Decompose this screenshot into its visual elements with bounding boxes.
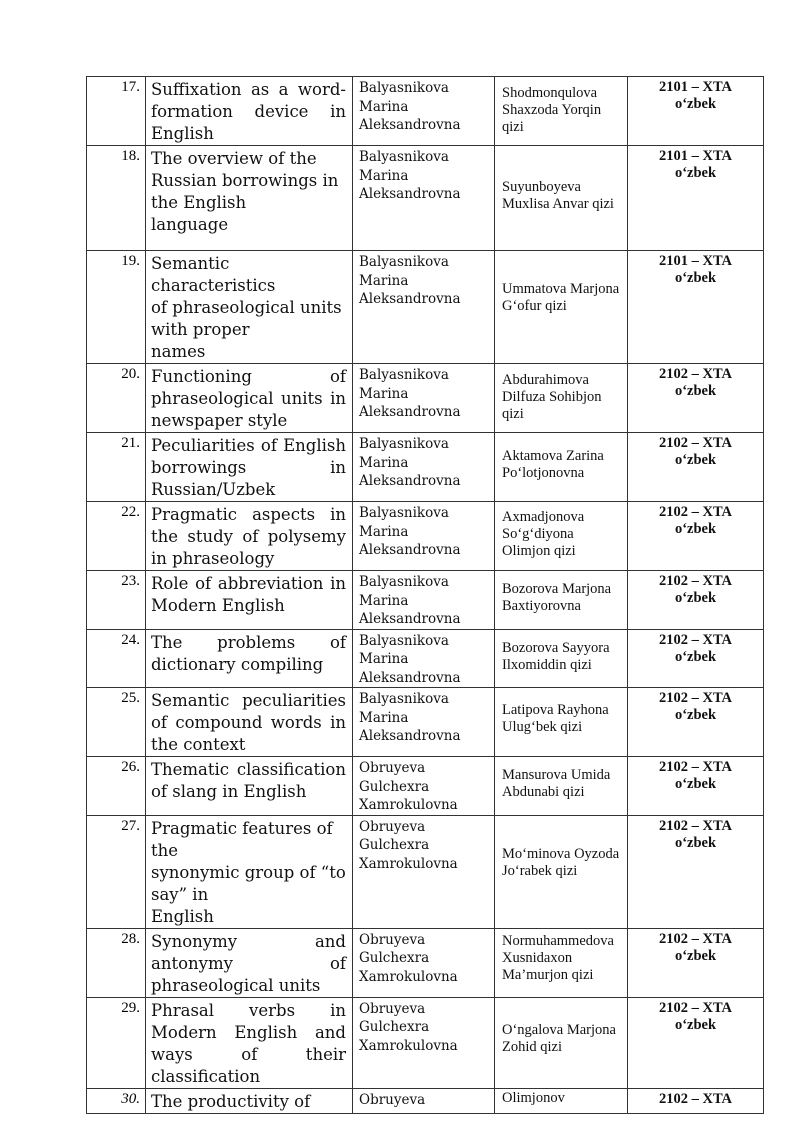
supervisor-name-line: Gulchexra: [359, 778, 430, 795]
row-number: 22.: [87, 502, 146, 571]
group-code-line: o‘zbek: [674, 165, 717, 181]
table-row: [87, 629, 764, 688]
student-name: [495, 1088, 628, 1113]
thesis-topic: [146, 146, 353, 251]
supervisor-name-line: Xamrokulovna: [359, 855, 458, 872]
student-name-text: Suyunboyeva Muxlisa Anvar qizi: [502, 179, 614, 212]
supervisor-name: [353, 433, 495, 502]
table-row: [87, 571, 764, 630]
thesis-topic-line: English: [151, 906, 214, 926]
supervisor-name-line: Aleksandrovna: [359, 291, 461, 307]
row-number: 17.: [87, 77, 146, 146]
row-number: 27.: [87, 815, 146, 928]
supervisor-name-line: Aleksandrovna: [359, 186, 461, 202]
student-name: [495, 997, 628, 1088]
supervisor-name: [353, 571, 495, 630]
supervisor-name: [353, 629, 495, 688]
thesis-topic: Thematic classification of slang in English: [146, 757, 353, 816]
supervisor-name-line: Marina: [359, 272, 409, 289]
group-code: [628, 815, 764, 928]
group-code-line: o‘zbek: [674, 1016, 717, 1033]
row-number: 24.: [87, 629, 146, 688]
table-row: [87, 815, 764, 928]
group-code-line: o‘zbek: [674, 707, 717, 723]
supervisor-name: [353, 364, 495, 433]
supervisor-name: [353, 757, 495, 816]
group-code-line: o‘zbek: [674, 947, 717, 964]
group-code-line: o‘zbek: [674, 648, 717, 665]
group-code-line: o‘zbek: [674, 270, 717, 286]
supervisor-name: [353, 77, 495, 146]
thesis-topic: [146, 251, 353, 364]
thesis-topic: The problems of dictionary compiling: [146, 629, 353, 688]
row-number: 19.: [87, 251, 146, 364]
student-name: [495, 757, 628, 816]
table-row: [87, 688, 764, 757]
supervisor-name-line: Obruyeva: [359, 818, 426, 835]
supervisor-name-line: Marina: [359, 651, 409, 667]
group-code-line: 2102 – XTA: [658, 504, 733, 520]
group-code: [628, 688, 764, 757]
group-code-line: o‘zbek: [674, 776, 717, 792]
supervisor-name: [353, 688, 495, 757]
supervisor-name-line: Marina: [359, 592, 409, 609]
student-name: [495, 146, 628, 251]
group-code-line: o‘zbek: [674, 834, 717, 851]
group-code-line: 2102 – XTA: [658, 435, 733, 451]
group-code: [628, 757, 764, 816]
student-name-text: Mo‘minova Oyzoda Jo‘rabek qizi: [502, 845, 620, 879]
student-name: [495, 571, 628, 630]
row-number: 26.: [87, 757, 146, 816]
group-code: [628, 571, 764, 630]
supervisor-name-line: Gulchexra: [359, 837, 430, 853]
group-code-line: 2102 – XTA: [658, 573, 733, 589]
supervisor-name-line: Aleksandrovna: [359, 117, 461, 133]
supervisor-name-line: Balyasnikova: [359, 505, 449, 521]
group-code-line: 2102 – XTA: [658, 1090, 733, 1107]
group-code: [628, 251, 764, 364]
thesis-topic-line: The overview of the: [151, 149, 317, 168]
table-row: [87, 757, 764, 816]
supervisor-name-line: Gulchexra: [359, 950, 430, 966]
student-name-text: Olimjonov: [502, 1089, 565, 1106]
group-code: [628, 364, 764, 433]
thesis-topic: Pragmatic aspects in the study of polysemy in phraseology: [146, 502, 353, 571]
group-code: [628, 146, 764, 251]
supervisor-name-line: Aleksandrovna: [359, 669, 461, 686]
row-number: 30.: [87, 1088, 146, 1113]
group-code-line: 2102 – XTA: [658, 759, 733, 775]
thesis-topics-table: [86, 76, 764, 1114]
group-code-line: 2102 – XTA: [658, 930, 733, 947]
thesis-topic: [146, 815, 353, 928]
group-code-line: 2102 – XTA: [658, 366, 733, 382]
thesis-topic-line: Russian borrowings in: [151, 171, 339, 190]
group-code-line: 2102 – XTA: [658, 999, 733, 1016]
supervisor-name-line: Marina: [359, 98, 409, 115]
student-name-text: Bozorova Sayyora Ilxomiddin qizi: [502, 639, 610, 673]
student-name: [495, 928, 628, 997]
student-name-text: Axmadjonova So‘g‘diyona Olimjon qizi: [502, 509, 585, 559]
supervisor-name-line: Aleksandrovna: [359, 404, 461, 420]
table-row: [87, 997, 764, 1088]
row-number: 29.: [87, 997, 146, 1088]
supervisor-name-line: Balyasnikova: [359, 149, 449, 165]
student-name: [495, 251, 628, 364]
group-code-line: 2101 – XTA: [658, 79, 733, 95]
group-code-line: 2102 – XTA: [658, 817, 733, 834]
supervisor-name: [353, 997, 495, 1088]
supervisor-name-line: Marina: [359, 385, 409, 402]
supervisor-name: [353, 502, 495, 571]
thesis-topic: The productivity of: [146, 1088, 353, 1113]
table-body: [87, 77, 764, 1114]
supervisor-name-line: Balyasnikova: [359, 80, 449, 96]
thesis-topic-line: language: [151, 215, 229, 234]
table-row: [87, 77, 764, 146]
supervisor-name-line: Gulchexra: [359, 1019, 430, 1035]
thesis-topic-line: with proper: [151, 320, 250, 339]
supervisor-name-line: Xamrokulovna: [359, 1037, 458, 1054]
supervisor-name-line: Balyasnikova: [359, 691, 449, 707]
group-code: [628, 77, 764, 146]
table-row: [87, 502, 764, 571]
thesis-topic: Peculiarities of English borrowings in Russian/Uzbek: [146, 433, 353, 502]
row-number: 21.: [87, 433, 146, 502]
row-number: 18.: [87, 146, 146, 251]
group-code-line: 2102 – XTA: [658, 631, 733, 648]
thesis-topic: Phrasal verbs in Modern English and ways of their classification: [146, 997, 353, 1088]
supervisor-name-line: Balyasnikova: [359, 254, 449, 270]
supervisor-name-line: Aleksandrovna: [359, 542, 461, 558]
student-name: [495, 364, 628, 433]
table-row: [87, 928, 764, 997]
table-row: [87, 251, 764, 364]
supervisor-name-line: Obruyeva: [359, 760, 426, 776]
group-code-line: o‘zbek: [674, 521, 717, 537]
row-number: 25.: [87, 688, 146, 757]
group-code: [628, 1088, 764, 1113]
thesis-topic-line: synonymic group of “to: [151, 862, 346, 882]
thesis-topic-line: names: [151, 342, 206, 361]
group-code-line: o‘zbek: [674, 96, 717, 112]
group-code: [628, 928, 764, 997]
row-number: 28.: [87, 928, 146, 997]
supervisor-name-line: Aleksandrovna: [359, 728, 461, 744]
student-name: [495, 815, 628, 928]
supervisor-name-line: Obruyeva: [359, 931, 426, 948]
student-name: [495, 77, 628, 146]
supervisor-name-line: Balyasnikova: [359, 574, 449, 590]
supervisor-name-line: Obruyeva: [359, 1000, 426, 1017]
supervisor-name-line: Balyasnikova: [359, 436, 449, 452]
group-code: [628, 997, 764, 1088]
student-name: [495, 433, 628, 502]
supervisor-name-line: Marina: [359, 709, 409, 726]
student-name-text: Aktamova Zarina Po‘lotjonovna: [502, 448, 604, 481]
student-name-text: Shodmonqulova Shaxzoda Yorqin qizi: [502, 85, 602, 135]
table-row: [87, 364, 764, 433]
student-name: [495, 502, 628, 571]
supervisor-name: [353, 815, 495, 928]
supervisor-name-line: Balyasnikova: [359, 632, 449, 649]
supervisor-name-line: Marina: [359, 523, 409, 540]
thesis-topic: Synonymy and antonymy of phraseological units: [146, 928, 353, 997]
table-row: [87, 146, 764, 251]
supervisor-name-line: Marina: [359, 454, 409, 471]
thesis-topic-line: Pragmatic features of the: [151, 818, 333, 860]
supervisor-name-line: Balyasnikova: [359, 367, 449, 383]
thesis-topic: Suffixation as a word-formation device in English: [146, 77, 353, 146]
group-code-line: 2102 – XTA: [658, 690, 733, 706]
thesis-topic: Semantic peculiarities of compound words in the context: [146, 688, 353, 757]
group-code-line: o‘zbek: [674, 383, 717, 399]
thesis-topic-line: say” in: [151, 884, 209, 904]
table-row: [87, 433, 764, 502]
student-name-text: Normuhammedova Xusnidaxon Ma’murjon qizi: [502, 932, 614, 983]
supervisor-name: [353, 1088, 495, 1113]
supervisor-name-line: Aleksandrovna: [359, 473, 461, 489]
supervisor-name: [353, 928, 495, 997]
supervisor-name-line: Xamrokulovna: [359, 797, 458, 813]
student-name-text: O‘ngalova Marjona Zohid qizi: [502, 1021, 616, 1055]
student-name-text: Bozorova Marjona Baxtiyorovna: [502, 581, 612, 614]
student-name: [495, 688, 628, 757]
group-code-line: 2101 – XTA: [658, 148, 733, 164]
group-code-line: o‘zbek: [674, 452, 717, 468]
group-code: [628, 433, 764, 502]
table-row: [87, 1088, 764, 1113]
group-code: [628, 629, 764, 688]
student-name-text: Abdurahimova Dilfuza Sohibjon qizi: [502, 372, 602, 422]
group-code-line: o‘zbek: [674, 590, 717, 606]
group-code: [628, 502, 764, 571]
student-name-text: Mansurova Umida Abdunabi qizi: [502, 767, 611, 800]
student-name-text: Latipova Rayhona Ulug‘bek qizi: [502, 702, 609, 735]
thesis-topic-line: of phraseological units: [151, 298, 342, 317]
row-number: 23.: [87, 571, 146, 630]
thesis-topic: Role of abbreviation in Modern English: [146, 571, 353, 630]
thesis-topic: Functioning of phraseological units in newspaper style: [146, 364, 353, 433]
row-number: 20.: [87, 364, 146, 433]
supervisor-name: [353, 146, 495, 251]
supervisor-name-line: Obruyeva: [359, 1091, 426, 1108]
thesis-topic-line: Semantic characteristics: [151, 254, 276, 295]
supervisor-name-line: Xamrokulovna: [359, 968, 458, 985]
supervisor-name: [353, 251, 495, 364]
student-name: [495, 629, 628, 688]
supervisor-name-line: Marina: [359, 167, 409, 184]
group-code-line: 2101 – XTA: [658, 253, 733, 269]
student-name-text: Ummatova Marjona G‘ofur qizi: [502, 281, 620, 314]
thesis-topic-line: the English: [151, 193, 247, 212]
supervisor-name-line: Aleksandrovna: [359, 611, 461, 627]
